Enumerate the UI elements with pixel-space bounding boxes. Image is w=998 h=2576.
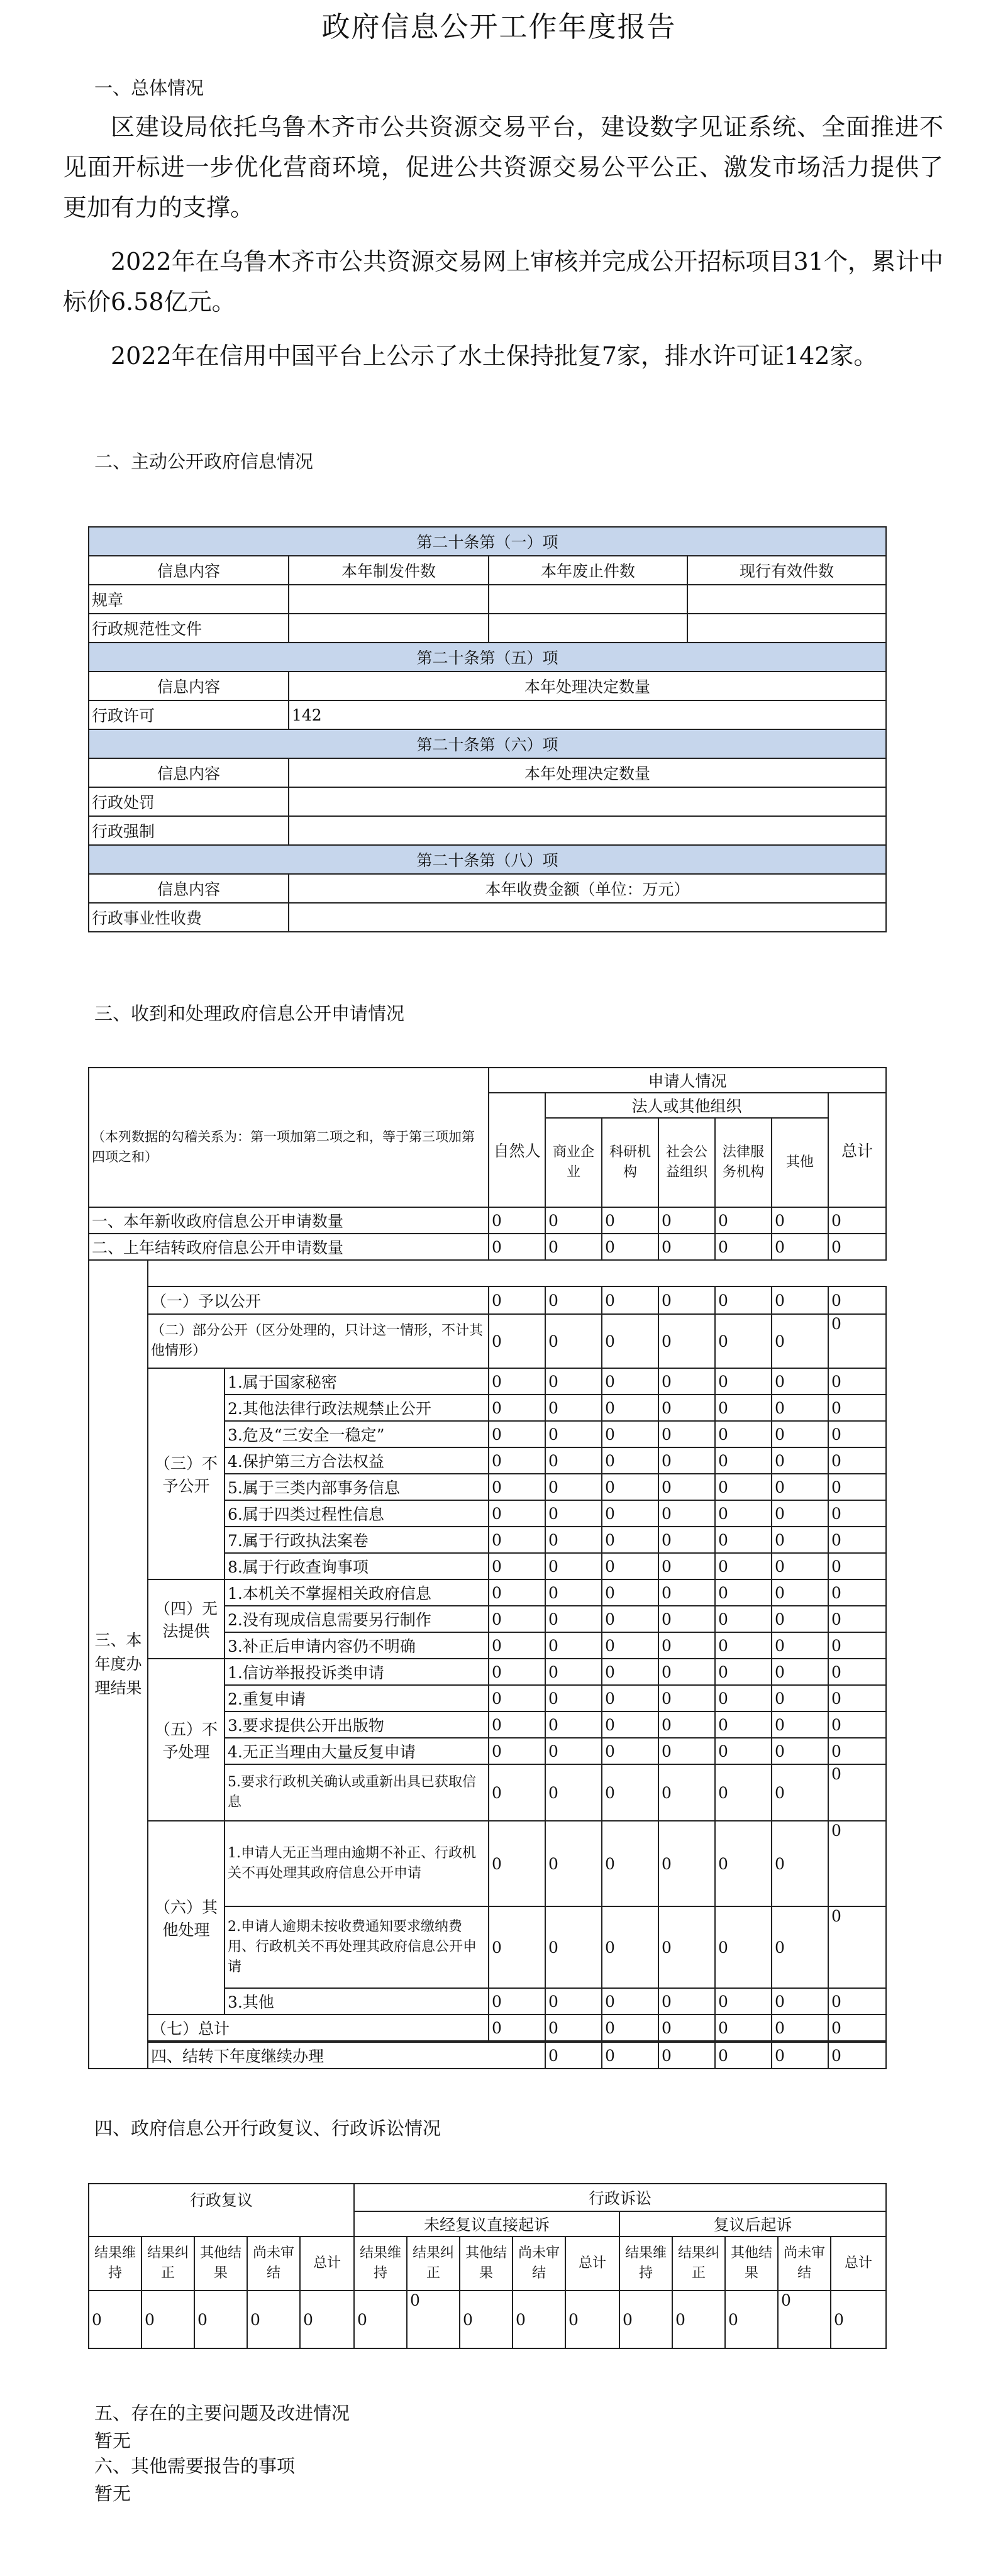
count-cell: 0 [658, 1527, 715, 1553]
count-cell: 0 [828, 1207, 886, 1234]
count-cell: 0 [619, 2291, 672, 2348]
count-cell: 0 [460, 2291, 513, 2348]
after-review-header: 复议后起诉 [619, 2211, 886, 2236]
count-cell: 0 [828, 1685, 886, 1711]
count-cell: 0 [545, 1286, 602, 1314]
band-article-20-5: 第二十条第（五）项 [89, 643, 886, 672]
count-cell: 0 [545, 1553, 602, 1579]
table-row [89, 1234, 886, 1260]
count-cell: 0 [778, 2291, 831, 2348]
count-cell: 0 [658, 1988, 715, 2015]
col-abolished: 本年废止件数 [489, 556, 687, 585]
row-total: （七）总计 [148, 2015, 489, 2041]
count-cell: 0 [489, 1632, 545, 1659]
count-cell: 0 [715, 1234, 772, 1260]
band-article-20-8: 第二十条第（八）项 [89, 845, 886, 874]
count-cell: 0 [513, 2291, 565, 2348]
count-cell: 0 [300, 2291, 354, 2348]
count-cell: 0 [828, 1368, 886, 1395]
count-cell: 0 [89, 2291, 141, 2348]
count-cell: 0 [602, 1906, 658, 1988]
count-cell: 0 [545, 1821, 602, 1906]
count-cell: 0 [828, 1286, 886, 1314]
paragraph-2: 2022年在乌鲁木齐市公共资源交易网上审核并完成公开招标项目31个，累计中标价6.58亿元。 [63, 248, 943, 316]
count-cell: 0 [602, 1447, 658, 1474]
count-cell: 0 [489, 1659, 545, 1685]
count-cell: 0 [772, 1606, 828, 1632]
count-cell: 0 [545, 1395, 602, 1421]
col-decisions: 本年处理决定数量 [289, 758, 886, 787]
col-valid: 现行有效件数 [687, 556, 886, 585]
row-item: 1.申请人无正当理由逾期不补正、行政机关不再处理其政府信息公开申请 [225, 1821, 489, 1906]
count-cell: 0 [715, 1421, 772, 1447]
count-cell: 0 [828, 1711, 886, 1738]
count-cell: 0 [828, 1606, 886, 1632]
count-cell: 0 [489, 1685, 545, 1711]
count-cell: 0 [602, 1685, 658, 1711]
row-admin-penalty: 行政处罚 [89, 787, 289, 816]
count-cell: 0 [828, 1988, 886, 2015]
count-cell: 0 [772, 1286, 828, 1314]
count-cell: 0 [828, 1527, 886, 1553]
count-cell: 0 [545, 1988, 602, 2015]
col-natural-person: 自然人 [489, 1093, 545, 1207]
col-other-result: 其他结果 [725, 2236, 778, 2291]
count-cell: 0 [545, 1207, 602, 1234]
count-cell: 0 [602, 1711, 658, 1738]
col-other-result: 其他结果 [460, 2236, 513, 2291]
count-cell: 0 [602, 1286, 658, 1314]
col-decisions: 本年处理决定数量 [289, 672, 886, 700]
group-processing-results: 三、本年度办理结果 [89, 1260, 148, 2069]
count-cell: 0 [715, 1685, 772, 1711]
count-cell: 0 [545, 1474, 602, 1500]
col-total: 总计 [828, 1093, 886, 1207]
table-row [89, 1821, 886, 1906]
count-cell: 0 [194, 2291, 247, 2348]
col-corrected: 结果纠正 [672, 2236, 725, 2291]
count-cell: 0 [489, 1579, 545, 1606]
section-4-heading: 四、政府信息公开行政复议、行政诉讼情况 [94, 2118, 441, 2139]
count-cell: 0 [772, 1685, 828, 1711]
section-5-text: 暂无 [94, 2430, 131, 2452]
count-cell: 0 [658, 1606, 715, 1632]
count-cell: 0 [658, 1234, 715, 1260]
count-cell: 0 [602, 1821, 658, 1906]
count-cell: 0 [489, 1527, 545, 1553]
col-other-result: 其他结果 [194, 2236, 247, 2291]
count-cell: 0 [658, 1906, 715, 1988]
count-cell: 0 [658, 1553, 715, 1579]
col-upheld: 结果维持 [354, 2236, 407, 2291]
col-legal-service: 法律服务机构 [715, 1118, 772, 1207]
row-admin-enforcement: 行政强制 [89, 816, 289, 845]
count-cell: 0 [545, 1685, 602, 1711]
col-public-welfare: 社会公益组织 [658, 1118, 715, 1207]
count-cell: 0 [602, 2015, 658, 2041]
review-lawsuit-table [88, 2183, 887, 2349]
count-cell: 0 [772, 1553, 828, 1579]
count-cell: 0 [489, 1368, 545, 1395]
count-cell: 0 [772, 1821, 828, 1906]
count-cell: 0 [715, 1207, 772, 1234]
col-upheld: 结果维持 [619, 2236, 672, 2291]
row-item: 2.重复申请 [225, 1685, 489, 1711]
count-cell: 0 [828, 1906, 886, 1988]
section-5-heading: 五、存在的主要问题及改进情况 [94, 2402, 350, 2424]
count-cell: 0 [489, 1286, 545, 1314]
col-pending: 尚未审结 [513, 2236, 565, 2291]
legal-entity-header: 法人或其他组织 [545, 1093, 828, 1118]
count-cell: 0 [828, 1474, 886, 1500]
column-note: （本列数据的勾稽关系为：第一项加第二项之和，等于第三项加第四项之和） [89, 1068, 489, 1207]
count-cell: 0 [489, 1500, 545, 1527]
count-cell: 0 [772, 1659, 828, 1685]
count-cell: 0 [772, 1527, 828, 1553]
page-title: 政府信息公开工作年度报告 [321, 10, 677, 43]
count-cell: 0 [658, 1421, 715, 1447]
count-cell: 0 [715, 1286, 772, 1314]
count-cell: 0 [658, 1395, 715, 1421]
count-cell: 0 [545, 1711, 602, 1738]
group-other-processing: （六）其他处理 [148, 1821, 225, 2015]
admin-license-value: 142 [289, 700, 886, 729]
count-cell: 0 [772, 1474, 828, 1500]
col-pending: 尚未审结 [247, 2236, 300, 2291]
count-cell: 0 [828, 1764, 886, 1821]
count-cell: 0 [715, 1314, 772, 1368]
col-corrected: 结果纠正 [141, 2236, 194, 2291]
band-article-20-6: 第二十条第（六）项 [89, 729, 886, 758]
row-partial-disclosure: （二）部分公开（区分处理的，只计这一情形，不计其他情形） [148, 1314, 489, 1368]
count-cell: 0 [772, 1447, 828, 1474]
count-cell: 0 [772, 1395, 828, 1421]
count-cell: 0 [715, 1906, 772, 1988]
paragraph-1: 区建设局依托乌鲁木齐市公共资源交易平台，建设数字见证系统、全面推进不见面开标进一步优化营商环境，促进公共资源交易公平公正、激发市场活力提供了更加有力的支撑。 [63, 113, 943, 221]
count-cell: 0 [828, 1314, 886, 1368]
count-cell: 0 [545, 1314, 602, 1368]
count-cell: 0 [828, 1500, 886, 1527]
col-info-content: 信息内容 [89, 758, 289, 787]
count-cell: 0 [602, 1500, 658, 1527]
count-cell: 0 [715, 1579, 772, 1606]
count-cell: 0 [725, 2291, 778, 2348]
count-cell: 0 [828, 1632, 886, 1659]
section-1-heading: 一、总体情况 [94, 77, 204, 99]
count-cell: 0 [545, 1632, 602, 1659]
group-cannot-provide: （四）无法提供 [148, 1579, 225, 1659]
count-cell: 0 [545, 1659, 602, 1685]
count-cell: 0 [772, 1207, 828, 1234]
count-cell: 0 [772, 1711, 828, 1738]
count-cell: 0 [489, 1421, 545, 1447]
col-pending: 尚未审结 [778, 2236, 831, 2291]
count-cell: 0 [828, 2015, 886, 2041]
row-item: 1.本机关不掌握相关政府信息 [225, 1579, 489, 1606]
count-cell: 0 [565, 2291, 619, 2348]
count-cell: 0 [772, 2042, 828, 2069]
count-cell: 0 [658, 1447, 715, 1474]
count-cell: 0 [772, 1764, 828, 1821]
count-cell: 0 [715, 1395, 772, 1421]
count-cell: 0 [602, 1527, 658, 1553]
count-cell: 0 [715, 1500, 772, 1527]
table-row [89, 1579, 886, 1606]
count-cell: 0 [828, 2042, 886, 2069]
row-item: 6.属于四类过程性信息 [225, 1500, 489, 1527]
count-cell: 0 [715, 1821, 772, 1906]
count-cell: 0 [658, 1474, 715, 1500]
table-row [89, 1286, 886, 1314]
count-cell: 0 [602, 1988, 658, 2015]
count-cell: 0 [545, 1906, 602, 1988]
row-item: 1.属于国家秘密 [225, 1368, 489, 1395]
table-row [89, 2042, 886, 2069]
col-other: 其他 [772, 1118, 828, 1207]
count-cell: 0 [247, 2291, 300, 2348]
group-not-disclosed: （三）不予公开 [148, 1368, 225, 1579]
count-cell: 0 [672, 2291, 725, 2348]
count-cell: 0 [772, 1421, 828, 1447]
count-cell: 0 [489, 1764, 545, 1821]
direct-lawsuit-header: 未经复议直接起诉 [354, 2211, 619, 2236]
row-item: 3.危及“三安全一稳定” [225, 1421, 489, 1447]
col-upheld: 结果维持 [89, 2236, 141, 2291]
count-cell: 0 [828, 1821, 886, 1906]
count-cell: 0 [602, 1314, 658, 1368]
count-cell: 0 [489, 1606, 545, 1632]
count-cell: 0 [715, 1474, 772, 1500]
row-item: 2.其他法律行政法规禁止公开 [225, 1395, 489, 1421]
count-cell: 0 [602, 1553, 658, 1579]
row-regulations: 规章 [89, 585, 289, 614]
col-fee-amount: 本年收费金额（单位：万元） [289, 874, 886, 903]
count-cell: 0 [489, 1821, 545, 1906]
col-issued: 本年制发件数 [289, 556, 489, 585]
applications-table [88, 1067, 887, 2069]
count-cell: 0 [715, 1553, 772, 1579]
col-commercial: 商业企业 [545, 1118, 602, 1207]
col-total: 总计 [831, 2236, 886, 2291]
count-cell: 0 [658, 1632, 715, 1659]
row-item: 3.补正后申请内容仍不明确 [225, 1632, 489, 1659]
count-cell: 0 [489, 1553, 545, 1579]
count-cell: 0 [545, 1234, 602, 1260]
count-cell: 0 [772, 1988, 828, 2015]
count-cell: 0 [772, 1314, 828, 1368]
count-cell: 0 [489, 2015, 545, 2041]
count-cell: 0 [658, 1207, 715, 1234]
count-cell: 0 [602, 1421, 658, 1447]
count-cell: 0 [828, 1421, 886, 1447]
count-cell: 0 [715, 1606, 772, 1632]
applicant-header: 申请人情况 [489, 1068, 886, 1093]
table-row [89, 1368, 886, 1395]
count-cell: 0 [545, 1579, 602, 1606]
row-item: 2.没有现成信息需要另行制作 [225, 1606, 489, 1632]
row-carried-over: 二、上年结转政府信息公开申请数量 [89, 1234, 489, 1260]
band-article-20-1: 第二十条第（一）项 [89, 527, 886, 556]
lawsuit-header: 行政诉讼 [354, 2184, 886, 2211]
count-cell: 0 [658, 1579, 715, 1606]
count-cell: 0 [658, 1685, 715, 1711]
row-carry-forward: 四、结转下年度继续办理 [148, 2042, 545, 2069]
count-cell: 0 [602, 1234, 658, 1260]
row-admin-fees: 行政事业性收费 [89, 903, 289, 932]
count-cell: 0 [658, 1314, 715, 1368]
row-item: 3.要求提供公开出版物 [225, 1711, 489, 1738]
count-cell: 0 [658, 1738, 715, 1764]
count-cell: 0 [545, 1368, 602, 1395]
count-cell: 0 [715, 1988, 772, 2015]
count-cell: 0 [828, 1579, 886, 1606]
row-item: 4.保护第三方合法权益 [225, 1447, 489, 1474]
paragraph-3: 2022年在信用中国平台上公示了水土保持批复7家，排水许可证142家。 [111, 342, 878, 370]
count-cell: 0 [715, 2042, 772, 2069]
count-cell: 0 [715, 1738, 772, 1764]
count-cell: 0 [602, 2042, 658, 2069]
count-cell: 0 [831, 2291, 886, 2348]
count-cell: 0 [407, 2291, 460, 2348]
count-cell: 0 [772, 1632, 828, 1659]
count-cell: 0 [545, 1738, 602, 1764]
row-item: 5.要求行政机关确认或重新出具已获取信息 [225, 1764, 489, 1821]
count-cell: 0 [715, 1527, 772, 1553]
count-cell: 0 [489, 1711, 545, 1738]
count-cell: 0 [772, 1906, 828, 1988]
count-cell: 0 [602, 1738, 658, 1764]
count-cell: 0 [658, 2042, 715, 2069]
section-2-heading: 二、主动公开政府信息情况 [94, 451, 314, 472]
count-cell: 0 [658, 1659, 715, 1685]
count-cell: 0 [489, 1738, 545, 1764]
row-normative-docs: 行政规范性文件 [89, 614, 289, 643]
row-item: 3.其他 [225, 1988, 489, 2015]
count-cell: 0 [602, 1474, 658, 1500]
count-cell: 0 [658, 1286, 715, 1314]
row-admin-license: 行政许可 [89, 700, 289, 729]
count-cell: 0 [828, 1234, 886, 1260]
table-row [89, 2291, 886, 2348]
col-total: 总计 [300, 2236, 354, 2291]
count-cell: 0 [828, 1738, 886, 1764]
count-cell: 0 [354, 2291, 407, 2348]
count-cell: 0 [772, 1738, 828, 1764]
count-cell: 0 [602, 1632, 658, 1659]
row-item: 5.属于三类内部事务信息 [225, 1474, 489, 1500]
row-item: 7.属于行政执法案卷 [225, 1527, 489, 1553]
table-row [89, 1314, 886, 1368]
count-cell: 0 [772, 1234, 828, 1260]
count-cell: 0 [772, 1368, 828, 1395]
count-cell: 0 [489, 1395, 545, 1421]
count-cell: 0 [602, 1606, 658, 1632]
count-cell: 0 [828, 1447, 886, 1474]
col-research: 科研机构 [602, 1118, 658, 1207]
col-info-content: 信息内容 [89, 556, 289, 585]
count-cell: 0 [489, 1447, 545, 1474]
section-6-text: 暂无 [94, 2483, 131, 2504]
count-cell: 0 [545, 1421, 602, 1447]
count-cell: 0 [658, 1764, 715, 1821]
count-cell: 0 [715, 2015, 772, 2041]
table-row [89, 1659, 886, 1685]
count-cell: 0 [828, 1395, 886, 1421]
proactive-disclosure-table [88, 526, 887, 932]
count-cell: 0 [602, 1395, 658, 1421]
count-cell: 0 [715, 1368, 772, 1395]
count-cell: 0 [489, 1314, 545, 1368]
count-cell: 0 [828, 1659, 886, 1685]
section-6-heading: 六、其他需要报告的事项 [94, 2455, 296, 2477]
count-cell: 0 [828, 1553, 886, 1579]
table-row [89, 2015, 886, 2041]
count-cell: 0 [489, 1234, 545, 1260]
count-cell: 0 [772, 2015, 828, 2041]
col-info-content: 信息内容 [89, 874, 289, 903]
count-cell: 0 [715, 1632, 772, 1659]
col-total: 总计 [565, 2236, 619, 2291]
count-cell: 0 [715, 1447, 772, 1474]
count-cell: 0 [715, 1711, 772, 1738]
row-item: 4.无正当理由大量反复申请 [225, 1738, 489, 1764]
count-cell: 0 [658, 1821, 715, 1906]
count-cell: 0 [602, 1659, 658, 1685]
row-disclosed: （一）予以公开 [148, 1286, 489, 1314]
count-cell: 0 [489, 1474, 545, 1500]
review-header: 行政复议 [89, 2184, 354, 2236]
count-cell: 0 [545, 2042, 602, 2069]
section-3-heading: 三、收到和处理政府信息公开申请情况 [94, 1003, 405, 1024]
count-cell: 0 [602, 1368, 658, 1395]
count-cell: 0 [545, 1447, 602, 1474]
count-cell: 0 [141, 2291, 194, 2348]
count-cell: 0 [545, 1764, 602, 1821]
col-info-content: 信息内容 [89, 672, 289, 700]
count-cell: 0 [545, 1500, 602, 1527]
count-cell: 0 [658, 1500, 715, 1527]
count-cell: 0 [658, 1368, 715, 1395]
count-cell: 0 [772, 1579, 828, 1606]
count-cell: 0 [772, 1500, 828, 1527]
count-cell: 0 [602, 1579, 658, 1606]
table-row [89, 1207, 886, 1234]
count-cell: 0 [545, 2015, 602, 2041]
count-cell: 0 [545, 1527, 602, 1553]
count-cell: 0 [489, 1906, 545, 1988]
row-item: 8.属于行政查询事项 [225, 1553, 489, 1579]
count-cell: 0 [715, 1764, 772, 1821]
count-cell: 0 [489, 1207, 545, 1234]
row-item: 2.申请人逾期未按收费通知要求缴纳费用、行政机关不再处理其政府信息公开申请 [225, 1906, 489, 1988]
count-cell: 0 [658, 1711, 715, 1738]
count-cell: 0 [602, 1764, 658, 1821]
count-cell: 0 [658, 2015, 715, 2041]
group-not-processed: （五）不予处理 [148, 1659, 225, 1821]
count-cell: 0 [489, 1988, 545, 2015]
col-corrected: 结果纠正 [407, 2236, 460, 2291]
count-cell: 0 [602, 1207, 658, 1234]
count-cell: 0 [715, 1659, 772, 1685]
row-item: 1.信访举报投诉类申请 [225, 1659, 489, 1685]
row-new-applications: 一、本年新收政府信息公开申请数量 [89, 1207, 489, 1234]
count-cell: 0 [545, 1606, 602, 1632]
